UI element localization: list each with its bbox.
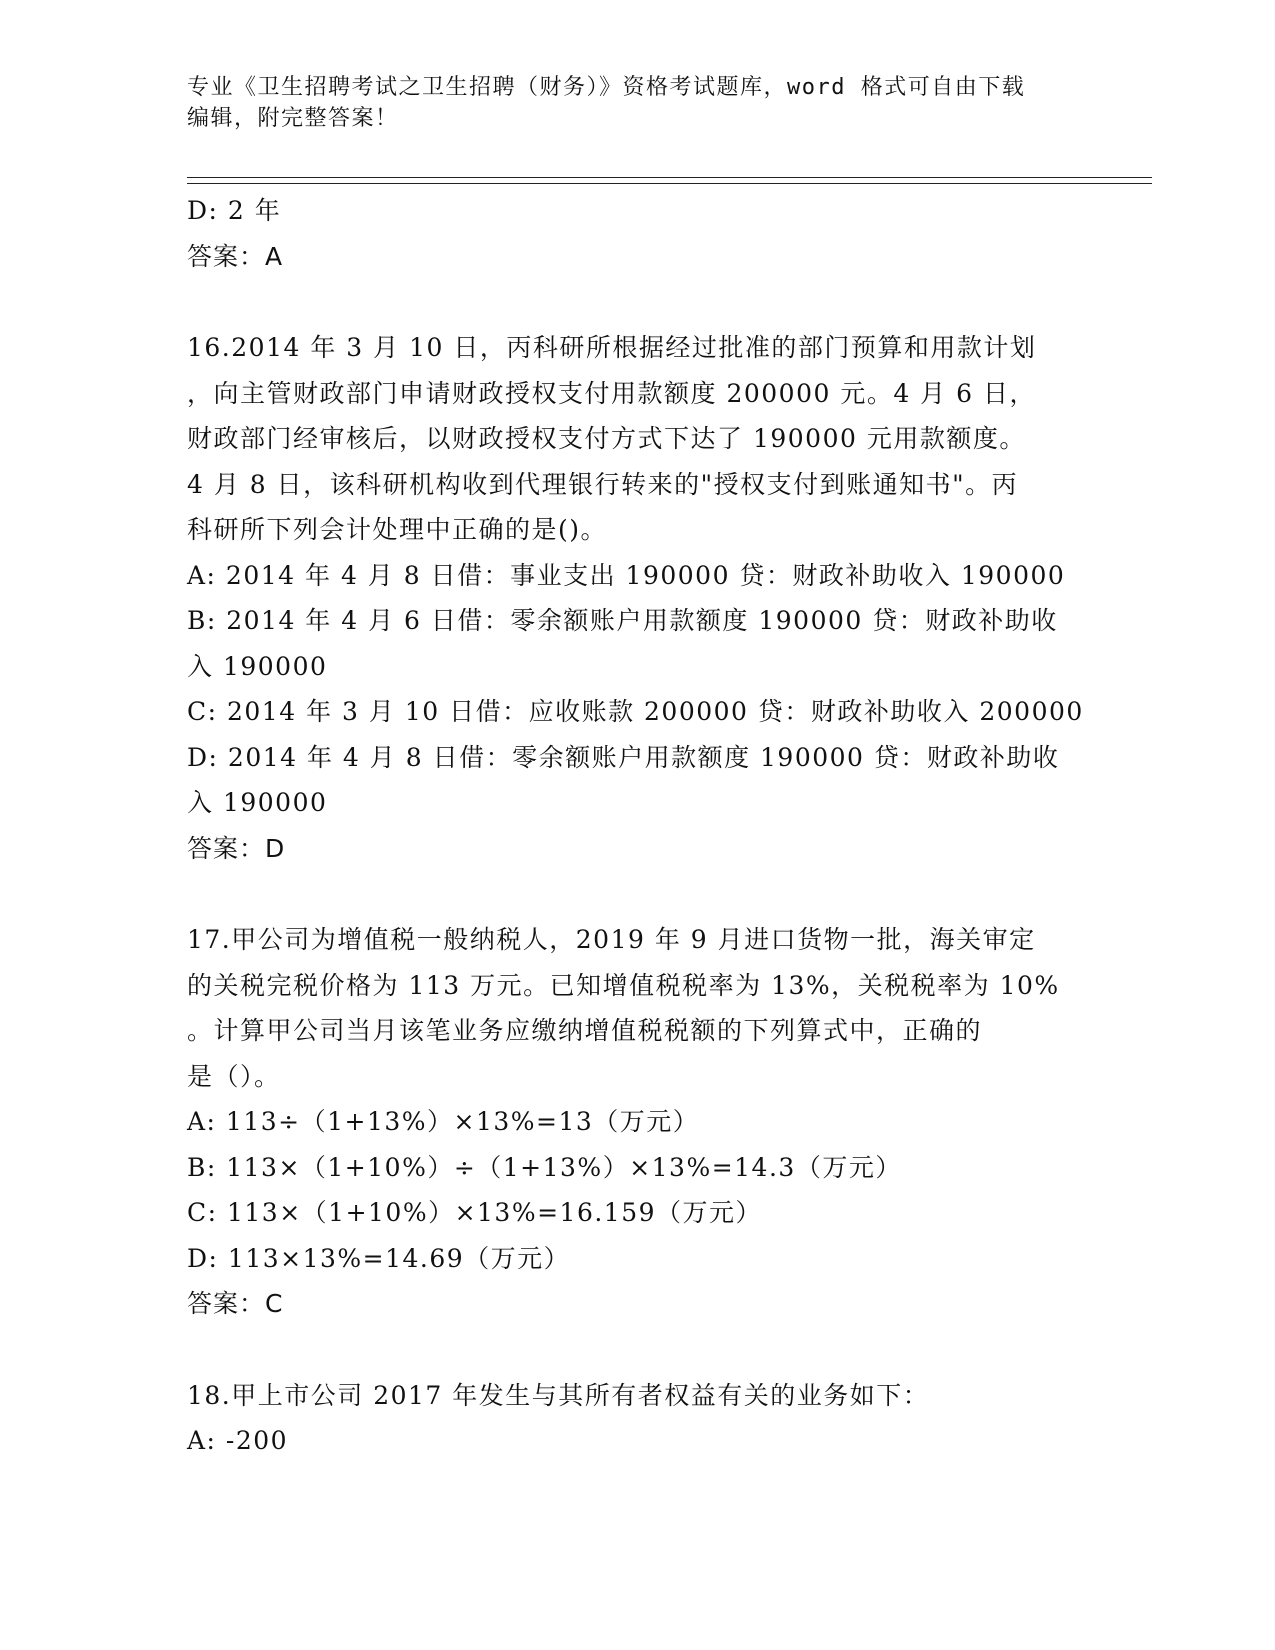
spacer bbox=[187, 279, 1087, 325]
document-header bbox=[187, 72, 1087, 134]
q17-option-b: B: 113×（1+10%）÷（1+13%）×13%=14.3（万元） bbox=[187, 1152, 902, 1182]
q17-stem-line: 。计算甲公司当月该笔业务应缴纳增值税税额的下列算式中，正确的 bbox=[187, 1016, 983, 1045]
q17-answer: 答案：C bbox=[187, 1289, 284, 1318]
spacer bbox=[187, 871, 1087, 917]
q16-stem-line: ，向主管财政部门申请财政授权支付用款额度 200000 元。4 月 6 日， bbox=[187, 378, 1036, 408]
q16-option-b-cont: 入 190000 bbox=[187, 651, 328, 681]
q17-option-c: C: 113×（1+10%）×13%=16.159（万元） bbox=[187, 1198, 763, 1227]
header-divider-bottom bbox=[187, 183, 1152, 184]
q16-stem-line: 财政部门经审核后，以财政授权支付方式下达了 190000 元用款额度。 bbox=[187, 424, 1026, 453]
q18-option-a: A: -200 bbox=[187, 1426, 289, 1455]
q16-answer: 答案：D bbox=[187, 833, 286, 863]
q16-option-c: C: 2014 年 3 月 10 日借：应收账款 200000 贷：财政补助收入 200000 bbox=[187, 697, 1084, 726]
q18-stem: 18.甲上市公司 2017 年发生与其所有者权益有关的业务如下： bbox=[187, 1380, 930, 1410]
spacer bbox=[187, 1327, 1087, 1373]
q16-option-a: A: 2014 年 4 月 8 日借：事业支出 190000 贷：财政补助收入 190000 bbox=[187, 560, 1066, 590]
q17-option-a: A: 113÷（1+13%）×13%=13（万元） bbox=[187, 1107, 700, 1136]
document-body bbox=[187, 188, 1087, 1464]
q16-stem-line: 4 月 8 日，该科研机构收到代理银行转来的"授权支付到账通知书"。丙 bbox=[187, 469, 1019, 499]
header-line-1: 专业《卫生招聘考试之卫生招聘（财务）》资格考试题库，word 格式可自由下载 bbox=[187, 75, 1026, 100]
q15-answer: 答案：A bbox=[187, 241, 284, 271]
q16-stem-line: 科研所下列会计处理中正确的是()。 bbox=[187, 515, 608, 544]
header-divider-top bbox=[187, 177, 1152, 178]
header-line-2: 编辑，附完整答案！ bbox=[187, 106, 399, 131]
q16-option-b: B: 2014 年 4 月 6 日借：零余额账户用款额度 190000 贷：财政补助收 bbox=[187, 606, 1058, 635]
q16-option-d-cont: 入 190000 bbox=[187, 788, 328, 817]
q17-stem-line: 是（）。 bbox=[187, 1061, 281, 1091]
q16-stem-line: 16.2014 年 3 月 10 日，丙科研所根据经过批准的部门预算和用款计划 bbox=[187, 333, 1037, 362]
q16-option-d: D: 2014 年 4 月 8 日借：零余额账户用款额度 190000 贷：财政补助收 bbox=[187, 742, 1060, 772]
q17-stem-line: 的关税完税价格为 113 万元。已知增值税税率为 13%，关税税率为 10% bbox=[187, 970, 1060, 1000]
q15-option-d: D: 2 年 bbox=[187, 196, 282, 225]
q17-option-d: D: 113×13%=14.69（万元） bbox=[187, 1243, 571, 1273]
q17-stem-line: 17.甲公司为增值税一般纳税人，2019 年 9 月进口货物一批，海关审定 bbox=[187, 925, 1036, 954]
